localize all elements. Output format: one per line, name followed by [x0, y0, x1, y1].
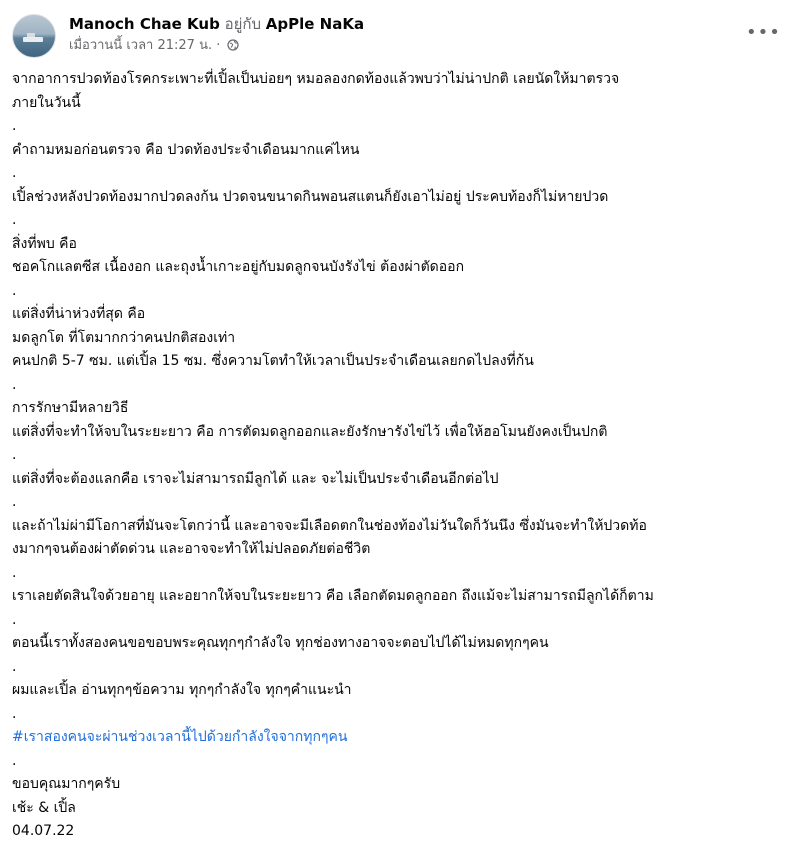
- post-line: เปิ้ลช่วงหลังปวดท้องมากปวดลงก้น ปวดจนขนาดกินพอนสแตนก็ยังเอาไม่อยู่ ประคบท้องก็ไม่หายปวด: [12, 188, 609, 205]
- author-line: [69, 14, 364, 34]
- post-line: ตอนนี้เราทั้งสองคนขอขอบพระคุณทุกๆกำลังใจ ทุกช่องทางอาจจะตอบไปได้ไม่หมดทุกๆคน: [12, 635, 549, 651]
- post-line: ชอคโกแลตซีส เนื้องอก และถุงน้ำเกาะอยู่กับมดลูกจนบังรังไข่ ต้องผ่าตัดออก: [12, 259, 465, 275]
- post-meta: [69, 38, 239, 56]
- post-line: ผมและเปิ้ล อ่านทุกๆข้อความ ทุกๆกำลังใจ ทุกๆคำแนะนำ: [12, 682, 352, 698]
- post-line: งมากๆจนต้องผ่าตัดด่วน และอาจจะทำให้ไม่ปลอดภัยต่อชีวิต: [12, 541, 371, 557]
- more-options-icon[interactable]: •••: [746, 22, 781, 43]
- post-line: คนปกติ 5-7 ซม. แต่เปิ้ล 15 ซม. ซึ่งความโตทำให้เวลาเป็นประจำเดือนเลยกดไปลงที่ก้น: [12, 353, 534, 369]
- separator-dot: .: [12, 752, 17, 769]
- post-line: จากอาการปวดท้องโรคกระเพาะที่เปิ้ลเป็นบ่อยๆ หมอลองกดท้องแล้วพบว่าไม่น่าปกติ เลยนัดให้มาตรวจ: [12, 71, 620, 87]
- post-line: เช้ะ & เปิ้ล: [12, 799, 76, 816]
- separator-dot: .: [12, 494, 17, 510]
- separator-dot: .: [12, 658, 17, 675]
- post-line: การรักษามีหลายวิธี: [12, 400, 129, 416]
- post-body: [12, 68, 788, 844]
- tagged-person-name[interactable]: ApPle NaKa: [265, 15, 365, 33]
- separator-dot: .: [12, 165, 17, 181]
- post-line: แต่สิ่งที่จะต้องแลกคือ เราจะไม่สามารถมีลูกได้ และ จะไม่เป็นประจำเดือนอีกต่อไป: [12, 470, 499, 487]
- separator-dot: .: [12, 705, 17, 722]
- avatar-boat: [23, 37, 43, 42]
- separator-dot: .: [12, 376, 17, 393]
- meta-separator: ·: [216, 38, 221, 53]
- post-timestamp[interactable]: เมื่อวานนี้ เวลา 21:27 น.: [69, 38, 213, 53]
- post-line: มดลูกโต ที่โตมากกว่าคนปกติสองเท่า: [12, 329, 236, 346]
- author-name[interactable]: Manoch Chae Kub: [69, 15, 220, 33]
- post-line: เราเลยตัดสินใจด้วยอายุ และอยากให้จบในระยะยาว คือ เลือกตัดมดลูกออก ถึงแม้จะไม่สามารถมีลูกได้ก็ตาม: [12, 588, 654, 604]
- post-line: และถ้าไม่ผ่ามีโอกาสที่มันจะโตกว่านี้ และอาจจะมีเลือดตกในช่องท้องไม่วันใดก็วันนึง ซึ่งมันจะทำให้ปวดท้อ: [12, 517, 647, 534]
- hashtag-link[interactable]: #เราสองคนจะผ่านช่วงเวลานี้ไปด้วยกำลังใจจากทุกๆคน: [12, 729, 348, 745]
- post-line: 04.07.22: [12, 823, 75, 839]
- separator-dot: .: [12, 611, 17, 628]
- post-line: คำถามหมอก่อนตรวจ คือ ปวดท้องประจำเดือนมากแค่ไหน: [12, 141, 360, 158]
- separator-dot: .: [12, 212, 17, 228]
- with-word: อยู่กับ: [224, 15, 261, 33]
- post-line: ภายในวันนี้: [12, 94, 81, 111]
- globe-icon[interactable]: [227, 39, 239, 56]
- separator-dot: .: [12, 118, 17, 134]
- separator-dot: .: [12, 564, 17, 581]
- post-line: แต่สิ่งที่จะทำให้จบในระยะยาว คือ การตัดมดลูกออกและยังรักษารังไข่ไว้ เพื่อให้ฮอโมนยังคงเป็นปกติ: [12, 423, 608, 440]
- post-header: [12, 12, 788, 62]
- separator-dot: .: [12, 447, 17, 463]
- author-avatar[interactable]: [12, 14, 56, 58]
- post-line: ขอบคุณมากๆครับ: [12, 776, 121, 792]
- post-line: สิ่งที่พบ คือ: [12, 235, 77, 252]
- separator-dot: .: [12, 282, 17, 299]
- post-line: แต่สิ่งที่น่าห่วงที่สุด คือ: [12, 306, 146, 322]
